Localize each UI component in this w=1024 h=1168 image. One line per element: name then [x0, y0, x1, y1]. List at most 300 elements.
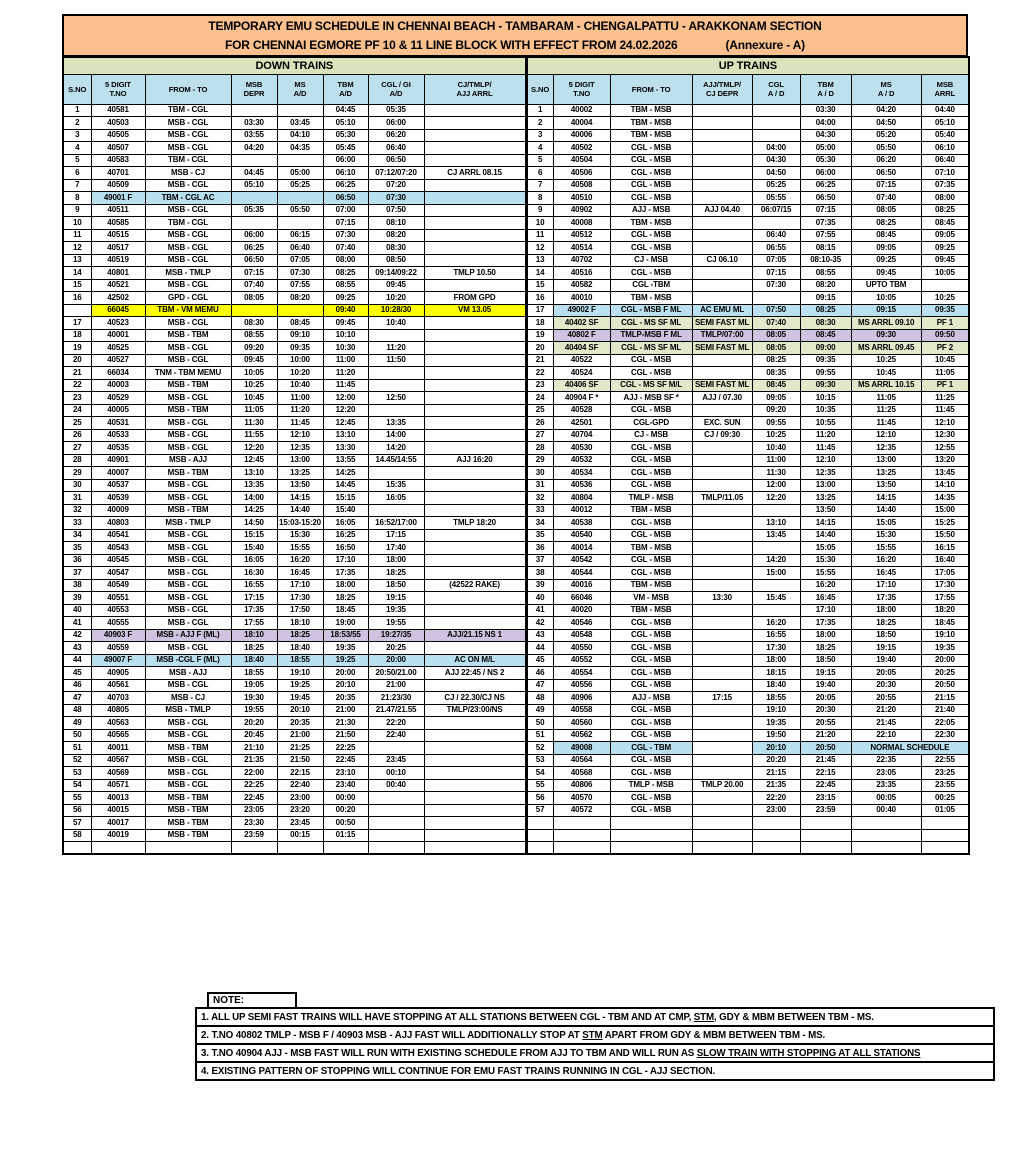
schedule-cell: [231, 192, 277, 205]
schedule-cell: 08:25: [800, 304, 851, 317]
schedule-cell: 40806: [553, 779, 610, 792]
schedule-cell: 08:55: [800, 267, 851, 280]
schedule-cell: 20:05: [851, 667, 921, 680]
schedule-cell: 14:40: [800, 529, 851, 542]
schedule-cell: 19:50: [752, 729, 800, 742]
schedule-cell: [526, 817, 553, 830]
schedule-cell: 17:55: [231, 617, 277, 630]
schedule-cell: 10:30: [323, 342, 368, 355]
schedule-cell: [692, 817, 752, 830]
schedule-cell: 26: [63, 429, 91, 442]
schedule-cell: 21:25: [277, 742, 323, 755]
schedule-cell: MSB - CGL: [145, 529, 231, 542]
schedule-cell: 1: [526, 104, 553, 117]
schedule-cell: 21.47/21.55: [368, 704, 424, 717]
schedule-cell: 17:10: [800, 604, 851, 617]
schedule-cell: MSB - CJ: [145, 167, 231, 180]
schedule-cell: 09:20: [231, 342, 277, 355]
schedule-cell: 03:55: [231, 129, 277, 142]
schedule-cell: 15:05: [800, 542, 851, 555]
column-header-up-5: TBM A / D: [800, 74, 851, 104]
schedule-cell: 06:25: [323, 179, 368, 192]
schedule-cell: 14: [526, 267, 553, 280]
schedule-cell: 06:40: [752, 229, 800, 242]
schedule-cell: 23:59: [800, 804, 851, 817]
schedule-cell: 66034: [91, 367, 145, 380]
schedule-cell: 40006: [553, 129, 610, 142]
schedule-cell: 09:45: [921, 254, 969, 267]
schedule-cell: 40508: [553, 179, 610, 192]
schedule-cell: 09:25: [921, 242, 969, 255]
schedule-cell: 14: [63, 267, 91, 280]
schedule-cell: 00:25: [921, 792, 969, 805]
schedule-cell: MSB - CGL: [145, 279, 231, 292]
schedule-row: [63, 717, 969, 730]
schedule-cell: 13:50: [277, 479, 323, 492]
schedule-cell: 17:35: [231, 604, 277, 617]
schedule-cell: 27: [526, 429, 553, 442]
schedule-cell: CGL - MSB: [610, 467, 692, 480]
schedule-cell: 7: [63, 179, 91, 192]
schedule-cell: 11:50: [368, 354, 424, 367]
schedule-row: [63, 417, 969, 430]
schedule-cell: 40537: [91, 479, 145, 492]
schedule-cell: 23:35: [851, 779, 921, 792]
schedule-cell: [424, 842, 526, 855]
schedule-cell: 40902: [553, 204, 610, 217]
schedule-cell: 40521: [91, 279, 145, 292]
schedule-cell: [752, 542, 800, 555]
schedule-cell: 14:00: [368, 429, 424, 442]
schedule-row: [63, 829, 969, 842]
schedule-cell: [424, 567, 526, 580]
schedule-cell: CGL-GPD: [610, 417, 692, 430]
schedule-cell: 12:10: [921, 417, 969, 430]
schedule-cell: 01:05: [921, 804, 969, 817]
schedule-cell: [424, 479, 526, 492]
schedule-cell: 19:45: [277, 692, 323, 705]
schedule-cell: 20:00: [921, 654, 969, 667]
schedule-cell: 08:10: [368, 217, 424, 230]
schedule-row: [63, 267, 969, 280]
schedule-cell: AJJ - MSB: [610, 204, 692, 217]
down-trains-header: DOWN TRAINS: [63, 57, 526, 74]
schedule-cell: 40007: [91, 467, 145, 480]
schedule-cell: 18:15: [752, 667, 800, 680]
schedule-cell: 18:55: [277, 654, 323, 667]
schedule-cell: MSB - TBM: [145, 792, 231, 805]
schedule-cell: 18: [526, 317, 553, 330]
schedule-cell: 10:25: [921, 292, 969, 305]
schedule-cell: 11:20: [368, 342, 424, 355]
schedule-cell: [692, 717, 752, 730]
schedule-cell: 15:50: [921, 529, 969, 542]
schedule-cell: 40558: [553, 704, 610, 717]
schedule-cell: MSB - CGL: [145, 392, 231, 405]
schedule-cell: 3: [63, 129, 91, 142]
schedule-cell: [424, 129, 526, 142]
schedule-cell: MSB - TBM: [145, 379, 231, 392]
schedule-cell: TBM - MSB: [610, 117, 692, 130]
schedule-cell: 15:30: [851, 529, 921, 542]
schedule-cell: 17: [63, 317, 91, 330]
schedule-cell: MSB - CGL: [145, 729, 231, 742]
schedule-body: [63, 104, 969, 854]
schedule-row: [63, 704, 969, 717]
schedule-cell: 17:30: [921, 579, 969, 592]
schedule-cell: 50: [63, 729, 91, 742]
schedule-cell: PF 1: [921, 317, 969, 330]
schedule-cell: 20:10: [323, 679, 368, 692]
schedule-cell: 08:30: [231, 317, 277, 330]
schedule-cell: 40534: [553, 467, 610, 480]
schedule-cell: 21:00: [323, 704, 368, 717]
schedule-cell: NORMAL SCHEDULE: [851, 742, 969, 755]
schedule-row: [63, 567, 969, 580]
schedule-cell: 40556: [553, 679, 610, 692]
schedule-cell: 04:50: [752, 167, 800, 180]
schedule-row: [63, 167, 969, 180]
schedule-cell: 15: [526, 279, 553, 292]
schedule-cell: 21:00: [368, 679, 424, 692]
schedule-cell: 49: [63, 717, 91, 730]
note-section: [195, 992, 995, 1081]
schedule-cell: 21:50: [323, 729, 368, 742]
schedule-cell: 40527: [91, 354, 145, 367]
schedule-cell: CGL - MSB: [610, 442, 692, 455]
schedule-row: [63, 742, 969, 755]
schedule-cell: 40544: [553, 567, 610, 580]
note-item: 3. T.NO 40904 AJJ - MSB FAST WILL RUN WITH EXISTING SCHEDULE FROM AJJ TO TBM AND WILL RUN AS SLOW TRAIN WITH STOPPING AT ALL STATIONS: [195, 1043, 995, 1063]
column-header-down-6: CGL / GI A/D: [368, 74, 424, 104]
schedule-cell: 42501: [553, 417, 610, 430]
schedule-cell: AJJ - MSB SF *: [610, 392, 692, 405]
schedule-cell: MSB - CGL: [145, 179, 231, 192]
schedule-cell: 06:50: [323, 192, 368, 205]
schedule-cell: 00:50: [323, 817, 368, 830]
schedule-cell: 40555: [91, 617, 145, 630]
schedule-cell: EXC. SUN: [692, 417, 752, 430]
schedule-cell: CGL - MSB: [610, 667, 692, 680]
schedule-cell: 40535: [91, 442, 145, 455]
schedule-cell: [424, 279, 526, 292]
schedule-cell: 01:15: [323, 829, 368, 842]
schedule-cell: 15:40: [231, 542, 277, 555]
schedule-cell: MSB - TBM: [145, 504, 231, 517]
schedule-cell: 20:50: [800, 742, 851, 755]
schedule-cell: 23: [526, 379, 553, 392]
schedule-cell: TBM - CGL: [145, 154, 231, 167]
schedule-cell: 38: [63, 579, 91, 592]
schedule-cell: 40519: [91, 254, 145, 267]
schedule-cell: AJJ/21.15 NS 1: [424, 629, 526, 642]
schedule-cell: MSB - CGL: [145, 567, 231, 580]
schedule-row: [63, 242, 969, 255]
schedule-cell: [692, 292, 752, 305]
schedule-cell: 09:05: [851, 242, 921, 255]
schedule-row: [63, 429, 969, 442]
schedule-cell: MS ARRL 10.15: [851, 379, 921, 392]
schedule-cell: TMLP/23:00/NS: [424, 704, 526, 717]
schedule-cell: 22:25: [323, 742, 368, 755]
schedule-cell: CGL - MSB: [610, 567, 692, 580]
schedule-cell: 07:55: [800, 229, 851, 242]
schedule-row: [63, 117, 969, 130]
schedule-cell: [692, 142, 752, 155]
schedule-row: [63, 354, 969, 367]
schedule-cell: 18:40: [231, 654, 277, 667]
schedule-cell: CGL - MSB: [610, 554, 692, 567]
schedule-cell: VM - MSB: [610, 592, 692, 605]
schedule-cell: 5: [526, 154, 553, 167]
schedule-cell: 40509: [91, 179, 145, 192]
schedule-cell: 12:45: [323, 417, 368, 430]
schedule-cell: 08:45: [921, 217, 969, 230]
schedule-cell: MSB - CGL: [145, 492, 231, 505]
column-header-up-7: MSB ARRL: [921, 74, 969, 104]
schedule-cell: 12:35: [851, 442, 921, 455]
schedule-cell: 14:20: [752, 554, 800, 567]
schedule-cell: [752, 842, 800, 855]
title-line-2-text: FOR CHENNAI EGMORE PF 10 & 11 LINE BLOCK WITH EFFECT FROM 24.02.2026: [225, 37, 678, 52]
schedule-row: [63, 467, 969, 480]
schedule-cell: [692, 617, 752, 630]
schedule-cell: CGL - MSB: [610, 154, 692, 167]
schedule-cell: [610, 842, 692, 855]
schedule-cell: 10:25: [231, 379, 277, 392]
schedule-cell: 19:25: [323, 654, 368, 667]
column-header-down-5: TBM A/D: [323, 74, 368, 104]
schedule-cell: 49002 F: [553, 304, 610, 317]
schedule-cell: 33: [63, 517, 91, 530]
schedule-cell: 08:05: [752, 329, 800, 342]
schedule-cell: 18:50: [368, 579, 424, 592]
schedule-cell: [424, 392, 526, 405]
schedule-cell: 40546: [553, 617, 610, 630]
schedule-cell: [752, 504, 800, 517]
schedule-cell: 07:35: [921, 179, 969, 192]
schedule-row: [63, 529, 969, 542]
schedule-cell: 00:20: [323, 804, 368, 817]
schedule-cell: CGL - MSB: [610, 367, 692, 380]
schedule-cell: 08:55: [323, 279, 368, 292]
schedule-cell: SEMI FAST ML: [692, 379, 752, 392]
schedule-cell: SEMI FAST ML: [692, 342, 752, 355]
schedule-cell: 16: [526, 292, 553, 305]
schedule-cell: 04:50: [851, 117, 921, 130]
schedule-cell: CJ - MSB: [610, 429, 692, 442]
schedule-cell: [553, 817, 610, 830]
schedule-cell: [692, 217, 752, 230]
schedule-cell: [424, 742, 526, 755]
schedule-cell: 42: [63, 629, 91, 642]
schedule-cell: [692, 742, 752, 755]
schedule-cell: 18:45: [323, 604, 368, 617]
schedule-cell: 22:20: [368, 717, 424, 730]
schedule-row: [63, 479, 969, 492]
schedule-cell: 20:20: [231, 717, 277, 730]
schedule-cell: 40567: [91, 754, 145, 767]
schedule-cell: 14:35: [921, 492, 969, 505]
schedule-cell: 40406 SF: [553, 379, 610, 392]
column-header-down-3: MSB DEPR: [231, 74, 277, 104]
schedule-cell: 15:30: [277, 529, 323, 542]
schedule-cell: 14:10: [921, 479, 969, 492]
schedule-cell: TBM - MSB: [610, 292, 692, 305]
schedule-cell: CGL - MSB: [610, 629, 692, 642]
schedule-cell: 19:40: [800, 679, 851, 692]
schedule-cell: 06:20: [851, 154, 921, 167]
schedule-cell: 23:55: [921, 779, 969, 792]
schedule-cell: [692, 229, 752, 242]
schedule-cell: 13:45: [752, 529, 800, 542]
note-item: 4. EXISTING PATTERN OF STOPPING WILL CONTINUE FOR EMU FAST TRAINS RUNNING IN CGL - AJJ SECTION.: [195, 1061, 995, 1081]
schedule-cell: TMLP 18:20: [424, 517, 526, 530]
schedule-cell: 12:55: [921, 442, 969, 455]
schedule-cell: [692, 604, 752, 617]
schedule-cell: 12:35: [800, 467, 851, 480]
schedule-cell: CGL - MS SF ML: [610, 342, 692, 355]
schedule-cell: 06:50: [851, 167, 921, 180]
schedule-cell: [91, 842, 145, 855]
schedule-row: [63, 229, 969, 242]
schedule-cell: [424, 317, 526, 330]
schedule-row: [63, 404, 969, 417]
schedule-cell: 08:25: [323, 267, 368, 280]
schedule-cell: 40522: [553, 354, 610, 367]
schedule-cell: 40530: [553, 442, 610, 455]
schedule-cell: 21:23/30: [368, 692, 424, 705]
schedule-cell: 09:05: [921, 229, 969, 242]
schedule-cell: [368, 817, 424, 830]
schedule-cell: 32: [526, 492, 553, 505]
schedule-cell: 21:50: [277, 754, 323, 767]
schedule-cell: 07:15: [800, 204, 851, 217]
schedule-cell: TBM - VM MEMU: [145, 304, 231, 317]
schedule-cell: 22:40: [277, 779, 323, 792]
schedule-cell: 21: [63, 367, 91, 380]
schedule-cell: 19:27/35: [368, 629, 424, 642]
schedule-cell: MSB - CGL: [145, 354, 231, 367]
schedule-cell: 18:00: [323, 579, 368, 592]
schedule-cell: [368, 829, 424, 842]
schedule-cell: 40506: [553, 167, 610, 180]
column-header-up-0: S.NO: [526, 74, 553, 104]
schedule-cell: MSB - CGL: [145, 642, 231, 655]
schedule-cell: 10: [63, 217, 91, 230]
schedule-cell: 14:15: [851, 492, 921, 505]
schedule-cell: [692, 154, 752, 167]
schedule-cell: 40702: [553, 254, 610, 267]
schedule-cell: 40529: [91, 392, 145, 405]
schedule-cell: MSB - CGL: [145, 779, 231, 792]
schedule-cell: 40004: [553, 117, 610, 130]
schedule-cell: [692, 529, 752, 542]
schedule-cell: 11:45: [921, 404, 969, 417]
schedule-cell: [277, 192, 323, 205]
schedule-cell: CGL - MSB: [610, 679, 692, 692]
schedule-cell: 16:15: [921, 542, 969, 555]
schedule-cell: 23:05: [231, 804, 277, 817]
schedule-cell: 08:20: [368, 229, 424, 242]
schedule-cell: 25: [526, 404, 553, 417]
schedule-row: [63, 679, 969, 692]
schedule-cell: 14:15: [800, 517, 851, 530]
schedule-cell: 40701: [91, 167, 145, 180]
schedule-cell: 15:03-15:20: [277, 517, 323, 530]
up-trains-header: UP TRAINS: [526, 57, 969, 74]
schedule-cell: 40015: [91, 804, 145, 817]
schedule-cell: [692, 554, 752, 567]
schedule-cell: 03:30: [231, 117, 277, 130]
schedule-cell: 40545: [91, 554, 145, 567]
schedule-cell: 12:00: [752, 479, 800, 492]
schedule-cell: TMLP - MSB: [610, 779, 692, 792]
schedule-cell: 18:40: [277, 642, 323, 655]
schedule-cell: [692, 654, 752, 667]
schedule-cell: 20:00: [323, 667, 368, 680]
schedule-cell: 20:55: [851, 692, 921, 705]
schedule-cell: 53: [526, 754, 553, 767]
schedule-cell: [692, 442, 752, 455]
schedule-cell: 07:40: [851, 192, 921, 205]
schedule-cell: AC EMU ML: [692, 304, 752, 317]
schedule-cell: 05:40: [921, 129, 969, 142]
schedule-cell: [424, 679, 526, 692]
schedule-cell: [692, 729, 752, 742]
schedule-cell: 06:40: [921, 154, 969, 167]
schedule-cell: 19:15: [851, 642, 921, 655]
schedule-cell: [424, 142, 526, 155]
schedule-cell: 10:25: [851, 354, 921, 367]
schedule-cell: MSB - CGL: [145, 142, 231, 155]
schedule-cell: 14:25: [231, 504, 277, 517]
schedule-cell: 17:35: [851, 592, 921, 605]
schedule-cell: 16:50: [323, 542, 368, 555]
schedule-cell: 09:55: [752, 417, 800, 430]
schedule-cell: 13: [526, 254, 553, 267]
schedule-cell: 20:45: [231, 729, 277, 742]
schedule-cell: MSB - CGL: [145, 229, 231, 242]
schedule-cell: 08:45: [800, 329, 851, 342]
schedule-cell: [752, 604, 800, 617]
schedule-cell: CGL - MSB: [610, 479, 692, 492]
schedule-cell: AJJ 22:45 / NS 2: [424, 667, 526, 680]
schedule-cell: [424, 179, 526, 192]
schedule-cell: [526, 842, 553, 855]
schedule-cell: 12:45: [231, 454, 277, 467]
schedule-cell: 00:40: [851, 804, 921, 817]
schedule-row: [63, 542, 969, 555]
schedule-cell: 29: [63, 467, 91, 480]
schedule-cell: [692, 629, 752, 642]
schedule-cell: 10:35: [800, 404, 851, 417]
schedule-cell: CGL - MS SF M/L: [610, 379, 692, 392]
schedule-cell: 10:20: [277, 367, 323, 380]
schedule-cell: 11:55: [231, 429, 277, 442]
schedule-cell: 16:25: [323, 529, 368, 542]
schedule-cell: 10:40: [752, 442, 800, 455]
schedule-cell: CGL - MSB: [610, 792, 692, 805]
schedule-cell: 19:15: [800, 667, 851, 680]
schedule-cell: [752, 217, 800, 230]
schedule-cell: 40565: [91, 729, 145, 742]
schedule-cell: 40704: [553, 429, 610, 442]
column-header-down-1: 5 DIGIT T.NO: [91, 74, 145, 104]
schedule-cell: 17:15: [231, 592, 277, 605]
schedule-cell: 48: [63, 704, 91, 717]
schedule-cell: 15:30: [800, 554, 851, 567]
